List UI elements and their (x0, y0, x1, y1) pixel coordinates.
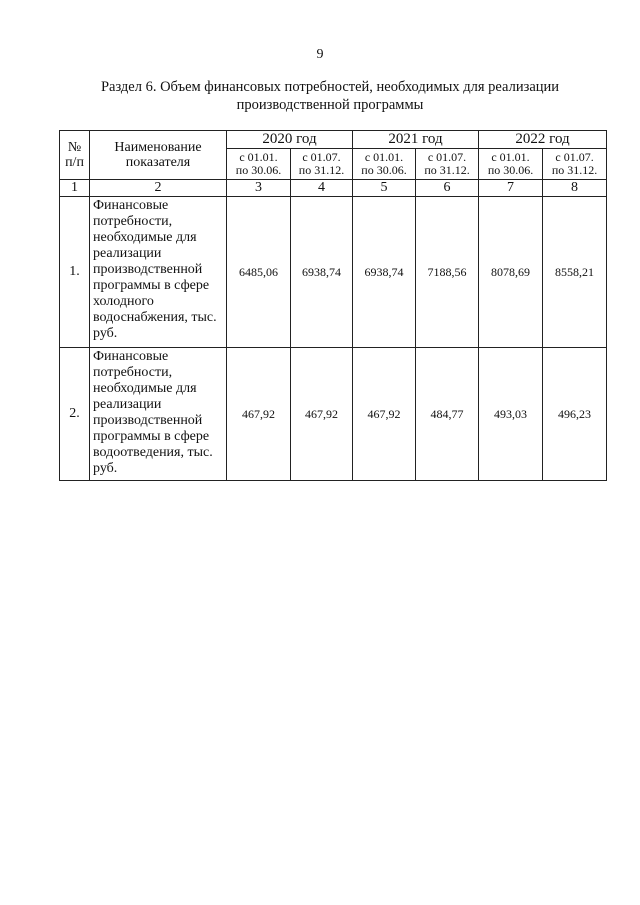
column-index: 3 (227, 180, 291, 197)
row-value: 467,92 (291, 348, 353, 481)
period-to: по 31.12. (424, 163, 470, 177)
period-from: с 01.07. (555, 150, 594, 164)
column-index: 4 (291, 180, 353, 197)
section-title (60, 78, 600, 114)
row-value: 484,77 (416, 348, 479, 481)
row-indicator-name: Финансовые потребности, необходимые для реализации производственной программы в сфере холодного водоснабжения, тыс. руб. (90, 197, 227, 348)
column-index-row (60, 180, 607, 197)
row-number: 2. (60, 348, 90, 481)
period-from: с 01.01. (491, 150, 530, 164)
column-index: 7 (479, 180, 543, 197)
period-header (479, 149, 543, 180)
col-name-header-line-1: Наименование (114, 140, 202, 155)
period-from: с 01.07. (302, 150, 341, 164)
financial-needs-table (59, 130, 607, 481)
period-to: по 30.06. (235, 163, 282, 177)
period-from: с 01.01. (364, 150, 404, 164)
table-row (60, 197, 607, 348)
period-to: по 30.06. (361, 163, 407, 177)
period-header (227, 149, 291, 180)
year-header-2021: 2021 год (353, 131, 479, 149)
page-number: 9 (316, 47, 324, 62)
year-header-2022: 2022 год (479, 131, 607, 149)
row-value: 6485,06 (227, 197, 291, 348)
row-value: 6938,74 (291, 197, 353, 348)
col-name-header-line-2: показателя (125, 155, 191, 170)
header-row-years (60, 131, 607, 149)
row-value: 467,92 (227, 348, 291, 481)
period-to: по 30.06. (487, 163, 534, 177)
period-header (543, 149, 607, 180)
row-value: 6938,74 (353, 197, 416, 348)
column-index: 8 (543, 180, 607, 197)
column-index: 2 (90, 180, 227, 197)
row-value: 496,23 (543, 348, 607, 481)
period-header (291, 149, 353, 180)
row-value: 8078,69 (479, 197, 543, 348)
section-title-line-1: Раздел 6. Объем финансовых потребностей, необходимых для реализации (100, 79, 560, 95)
row-value: 493,03 (479, 348, 543, 481)
row-value: 8558,21 (543, 197, 607, 348)
period-header (353, 149, 416, 180)
col-name-header (90, 131, 227, 180)
section-title-line-2: производственной программы (236, 97, 424, 113)
col-num-header-line-1: № (67, 140, 82, 155)
row-value: 7188,56 (416, 197, 479, 348)
table-row (60, 348, 607, 481)
period-from: с 01.07. (427, 150, 467, 164)
row-value: 467,92 (353, 348, 416, 481)
period-header (416, 149, 479, 180)
column-index: 6 (416, 180, 479, 197)
period-to: по 31.12. (298, 163, 345, 177)
year-header-2020: 2020 год (227, 131, 353, 149)
col-num-header-line-2: п/п (65, 155, 84, 170)
col-num-header (60, 131, 90, 180)
period-from: с 01.01. (239, 150, 278, 164)
row-indicator-name: Финансовые потребности, необходимые для реализации производственной программы в сфере водоотведения, тыс. руб. (90, 348, 227, 481)
column-index: 5 (353, 180, 416, 197)
period-to: по 31.12. (551, 163, 598, 177)
row-number: 1. (60, 197, 90, 348)
column-index: 1 (60, 180, 90, 197)
